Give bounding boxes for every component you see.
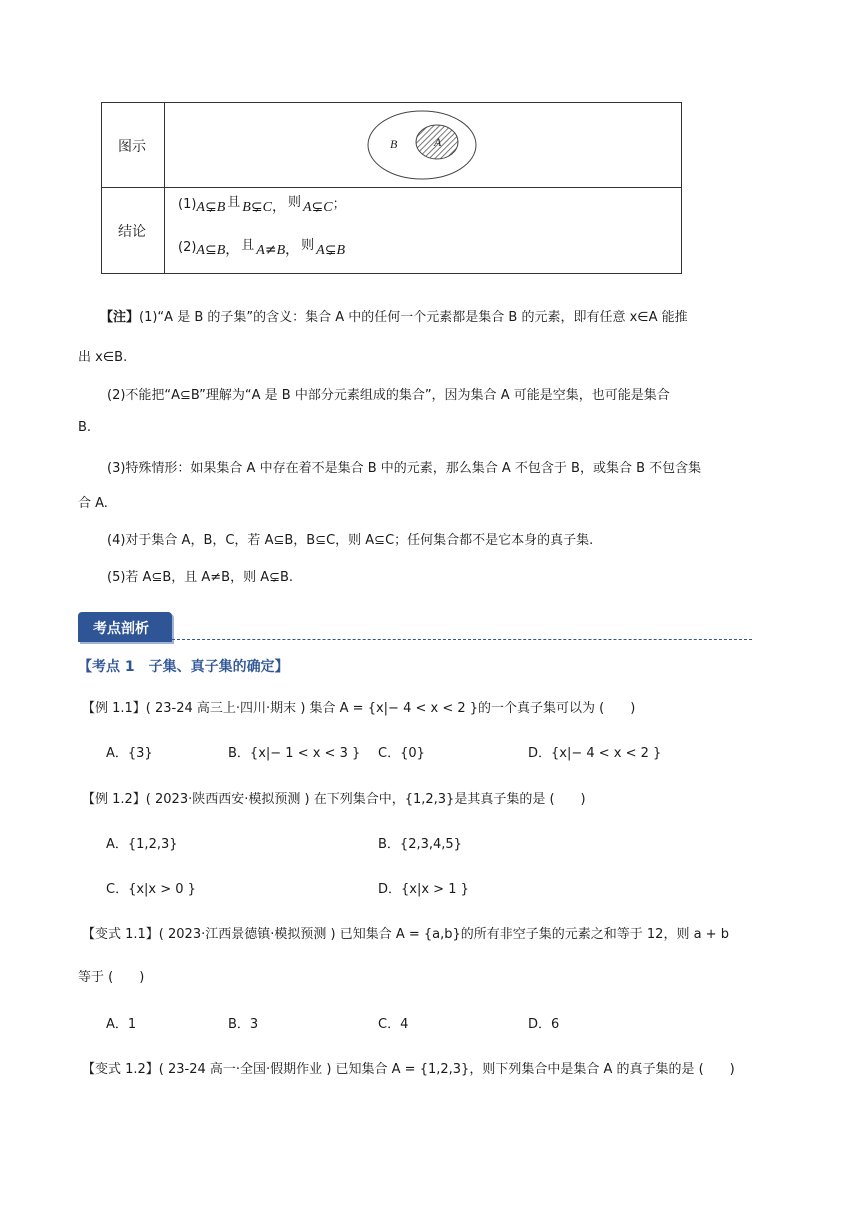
note-3-line-1: (3)特殊情形：如果集合 A 中存在着不是集合 B 中的元素，那么集合 A 不包含于 B，或集合 B 不包含集 <box>107 461 702 476</box>
example-1-2-option-c: C．{x|x > 0 } <box>106 882 196 897</box>
summary-table <box>101 102 682 274</box>
note-3-line-2: 合 A. <box>78 496 108 511</box>
example-1-2-option-d: D．{x|x > 1 } <box>378 882 469 897</box>
example-1-2-stem: 【例 1.2】( 2023·陕西西安·模拟预测 ) 在下列集合中，{1,2,3}是其真子集的是 ( ) <box>82 792 586 807</box>
conclusion-1: (1)A⊊B 且 B⊊C， 则 A⊊C； <box>178 195 346 215</box>
note-1-line-2: 出 x∈B. <box>78 350 128 365</box>
note-2-line-2: B. <box>78 420 92 435</box>
note-2-line-1: (2)不能把“A⊆B”理解为“A 是 B 中部分元素组成的集合”，因为集合 A 可能是空集，也可能是集合 <box>107 388 670 403</box>
example-1-1-stem: 【例 1.1】( 23-24 高三上·四川·期末 ) 集合 A = {x|− 4 < x < 2 }的一个真子集可以为 ( ) <box>82 701 636 716</box>
example-1-1-option-b: B．{x|− 1 < x < 3 } <box>228 746 361 761</box>
venn-diagram <box>366 108 478 182</box>
row-label-conclusion: 结论 <box>118 224 146 240</box>
example-1-2-option-b: B．{2,3,4,5} <box>378 837 462 852</box>
section-divider <box>172 639 752 640</box>
table-column-divider <box>164 103 165 273</box>
note-1-line-1: 【注】(1)“A 是 B 的子集”的含义：集合 A 中的任何一个元素都是集合 B 的元素，即有任意 x∈A 能推 <box>100 310 688 325</box>
row-label-diagram: 图示 <box>118 139 146 155</box>
venn-label-b: B <box>390 137 398 151</box>
venn-label-a: A <box>434 135 442 149</box>
variant-1-1-option-a: A．1 <box>106 1017 137 1032</box>
note-5: (5)若 A⊆B，且 A≠B，则 A⊊B. <box>107 570 294 585</box>
variant-1-1-option-b: B．3 <box>228 1017 259 1032</box>
variant-1-1-option-c: C．4 <box>378 1017 409 1032</box>
variant-1-1-stem-line-2: 等于 ( ) <box>78 970 145 985</box>
note-4: (4)对于集合 A，B，C，若 A⊆B，B⊆C，则 A⊆C；任何集合都不是它本身的真子集. <box>107 533 594 548</box>
variant-1-1-option-d: D．6 <box>528 1017 560 1032</box>
section-tab: 考点剖析 <box>78 612 172 642</box>
conclusion-2: (2)A⊆B， 且 A≠B， 则 A⊊B <box>178 238 346 258</box>
table-row-divider <box>102 187 681 188</box>
example-1-2-option-a: A．{1,2,3} <box>106 837 178 852</box>
example-1-1-option-d: D．{x|− 4 < x < 2 } <box>528 746 662 761</box>
variant-1-2-stem: 【变式 1.2】( 23-24 高一·全国·假期作业 ) 已知集合 A = {1,2,3}，则下列集合中是集合 A 的真子集的是 ( ) <box>82 1062 735 1077</box>
example-1-1-option-c: C．{0} <box>378 746 425 761</box>
example-1-1-option-a: A．{3} <box>106 746 153 761</box>
variant-1-1-stem-line-1: 【变式 1.1】( 2023·江西景德镇·模拟预测 ) 已知集合 A = {a,b}的所有非空子集的元素之和等于 12，则 a + b <box>82 927 729 942</box>
topic-heading: 【考点 1 子集、真子集的确定】 <box>78 659 289 675</box>
